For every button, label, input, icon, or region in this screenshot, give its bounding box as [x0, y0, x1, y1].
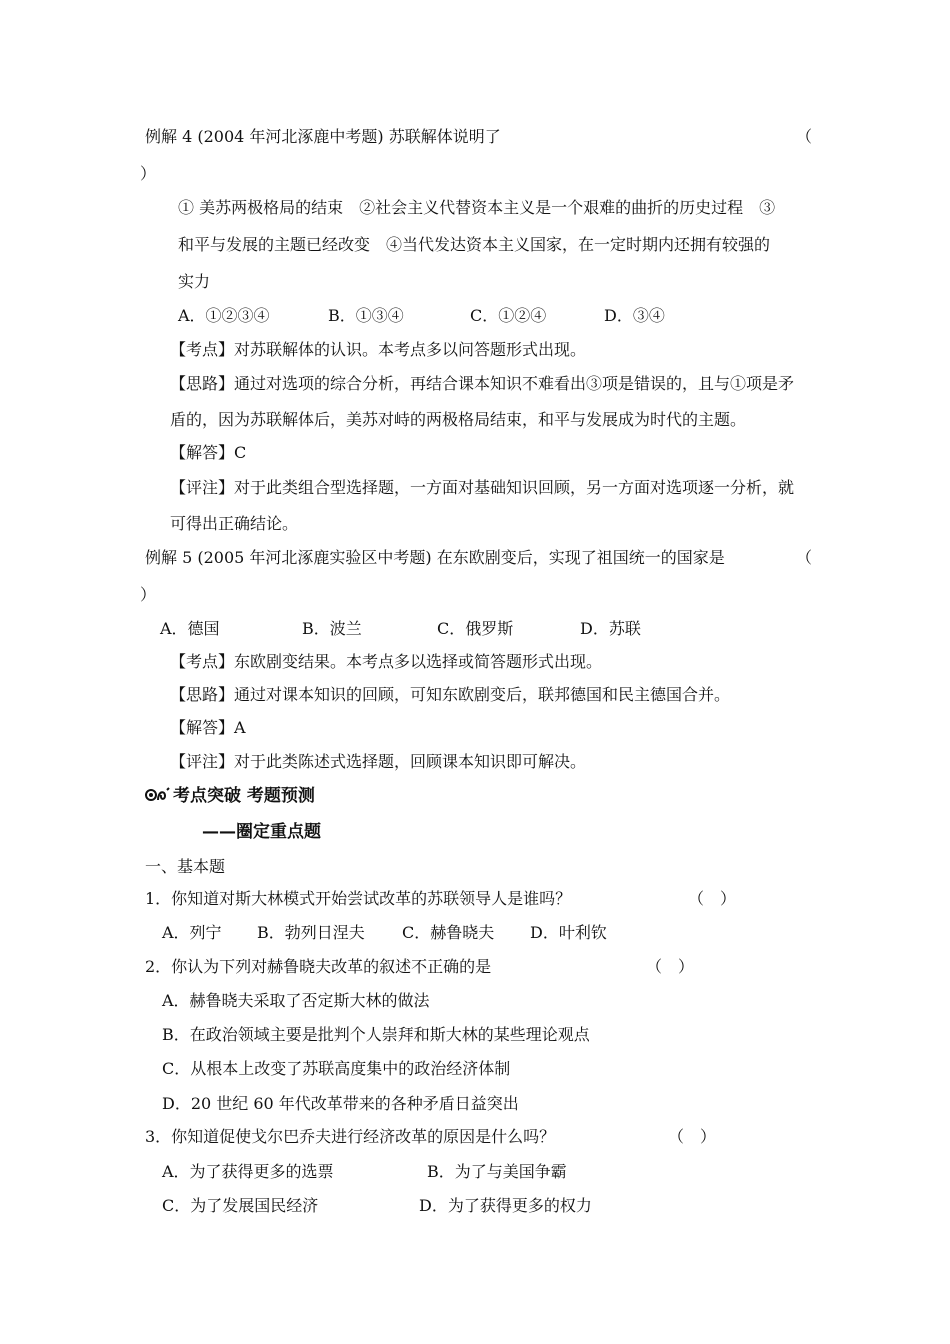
example-5-silu: 【思路】通过对课本知识的回顾，可知东欧剧变后，联邦德国和民主德国合并。 — [170, 685, 731, 704]
example-4-silu-line-1: 【思路】通过对选项的综合分析，再结合课本知识不难看出③项是错误的，且与①项是矛 — [170, 374, 795, 393]
question-3-text: 3．你知道促使戈尔巴乔夫进行经济改革的原因是什么吗？ — [145, 1127, 556, 1146]
example-4-silu-line-2: 盾的，因为苏联解体后，美苏对峙的两极格局结束，和平与发展成为时代的主题。 — [170, 410, 747, 429]
question-1-option-b: B．勃列日涅夫 — [257, 923, 365, 942]
example-5-paren-open: （ — [796, 548, 813, 567]
question-3-answer-paren: （ ） — [668, 1127, 717, 1146]
question-3-option-d: D．为了获得更多的权力 — [419, 1196, 592, 1215]
example-5-jieda: 【解答】A — [170, 718, 246, 737]
question-1-option-a: A．列宁 — [162, 923, 222, 942]
example-4-title: 例解 4 (2004 年河北涿鹿中考题) 苏联解体说明了 — [145, 127, 501, 146]
example-4-option-a: A．①②③④ — [178, 306, 270, 325]
example-5-option-b: B．波兰 — [302, 619, 362, 638]
example-4-paren-open: （ — [796, 127, 813, 146]
example-5-pingzhu: 【评注】对于此类陈述式选择题，回顾课本知识即可解决。 — [170, 752, 587, 771]
question-3-option-b: B．为了与美国争霸 — [427, 1162, 567, 1181]
example-4-statement-line-2: 和平与发展的主题已经改变 ④当代发达资本主义国家，在一定时期内还拥有较强的 — [178, 235, 771, 254]
question-1-answer-paren: （ ） — [688, 889, 737, 908]
question-3-option-c: C．为了发展国民经济 — [162, 1196, 319, 1215]
example-5-paren-close: ） — [140, 585, 157, 604]
decorative-swirl-icon — [145, 787, 171, 803]
example-4-jieda: 【解答】C — [170, 443, 247, 462]
example-5-title: 例解 5 (2005 年河北涿鹿实验区中考题) 在东欧剧变后，实现了祖国统一的国家是 — [145, 548, 725, 567]
question-2-option-c: C．从根本上改变了苏联高度集中的政治经济体制 — [162, 1059, 511, 1078]
section-heading — [145, 786, 315, 806]
question-2-option-a: A．赫鲁晓夫采取了否定斯大林的做法 — [162, 991, 430, 1010]
example-4-paren-close: ） — [140, 164, 157, 183]
example-5-option-a: A．德国 — [160, 619, 220, 638]
example-5-option-c: C．俄罗斯 — [437, 619, 514, 638]
question-2-text: 2．你认为下列对赫鲁晓夫改革的叙述不正确的是 — [145, 957, 492, 976]
example-5-kaodian: 【考点】东欧剧变结果。本考点多以选择或简答题形式出现。 — [170, 652, 603, 671]
example-4-option-d: D．③④ — [604, 306, 665, 325]
example-4-statement-line-1: ① 美苏两极格局的结束 ②社会主义代替资本主义是一个艰难的曲折的历史过程 ③ — [178, 198, 776, 217]
example-4-option-b: B．①③④ — [328, 306, 404, 325]
example-4-option-c: C．①②④ — [470, 306, 547, 325]
question-1-option-d: D．叶利钦 — [530, 923, 607, 942]
question-2-option-b: B．在政治领域主要是批判个人崇拜和斯大林的某些理论观点 — [162, 1025, 590, 1044]
question-1-text: 1．你知道对斯大林模式开始尝试改革的苏联领导人是谁吗？ — [145, 889, 572, 908]
part-title: 一、基本题 — [145, 857, 226, 876]
question-1-option-c: C．赫鲁晓夫 — [402, 923, 495, 942]
section-heading-text: 考点突破 考题预测 — [173, 786, 315, 806]
example-4-pingzhu-line-1: 【评注】对于此类组合型选择题，一方面对基础知识回顾，另一方面对选项逐一分析，就 — [170, 478, 795, 497]
question-3-option-a: A．为了获得更多的选票 — [162, 1162, 334, 1181]
example-4-kaodian: 【考点】对苏联解体的认识。本考点多以问答题形式出现。 — [170, 340, 587, 359]
section-subheading: ——圈定重点题 — [202, 822, 321, 842]
example-4-pingzhu-line-2: 可得出正确结论。 — [170, 514, 299, 533]
example-4-statement-line-3: 实力 — [178, 272, 211, 291]
example-5-option-d: D．苏联 — [580, 619, 641, 638]
question-2-answer-paren: （ ） — [646, 957, 695, 976]
question-2-option-d: D．20 世纪 60 年代改革带来的各种矛盾日益突出 — [162, 1094, 519, 1113]
